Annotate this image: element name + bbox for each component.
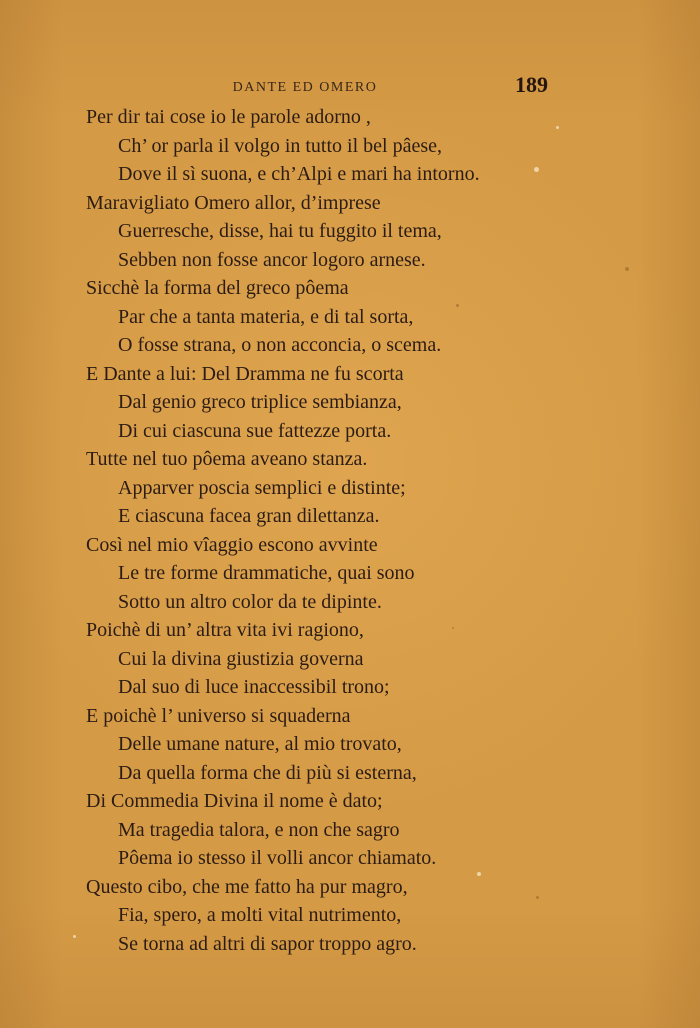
- poem-line: Ma tragedia talora, e non che sagro: [118, 818, 400, 841]
- paper-speck: [477, 872, 481, 876]
- poem-line: Sicchè la forma del greco pôema: [86, 277, 349, 299]
- stanza-2: [86, 189, 556, 275]
- poem-line: Dal genio greco triplice sembianza,: [118, 391, 402, 413]
- stanza-6: [86, 531, 556, 617]
- poem-line: Par che a tanta materia, e di tal sorta,: [118, 305, 414, 328]
- stanza-8: [86, 702, 556, 788]
- poem-line: Le tre forme drammatiche, quai sono: [118, 562, 415, 584]
- poem-line: E Dante a lui: Del Dramma ne fu scorta: [86, 362, 404, 385]
- poem-line: Ch’ or parla il volgo in tutto il bel pâese,: [118, 134, 443, 157]
- poem-line: Poichè di un’ altra vita ivi ragiono,: [86, 619, 364, 641]
- paper-speck: [534, 167, 539, 172]
- poem-line: Tutte nel tuo pôema aveano stanza.: [86, 448, 368, 470]
- paper-speck: [556, 126, 559, 129]
- paper-speck: [456, 304, 459, 307]
- running-header: DANTE ED OMERO: [232, 80, 378, 95]
- stanza-7: [86, 616, 556, 702]
- poem-line: Maravigliato Omero allor, d’imprese: [86, 191, 381, 214]
- poem-line: Questo cibo, che me fatto ha pur magro,: [86, 875, 408, 898]
- poem-line: Da quella forma che di più si esterna,: [118, 761, 417, 784]
- poem-line: Se torna ad altri di sapor troppo agro.: [118, 932, 417, 955]
- poem-line: Di cui ciascuna sue fattezze porta.: [118, 419, 392, 442]
- poem-line: Sebben non fosse ancor logoro arnese.: [118, 248, 426, 271]
- poem-line: Pôema io stesso il volli ancor chiamato.: [118, 847, 437, 869]
- stanza-10: [86, 873, 556, 959]
- poem-line: Di Commedia Divina il nome è dato;: [86, 790, 383, 812]
- poem-line: Delle umane nature, al mio trovato,: [118, 733, 402, 755]
- poem-line: Dove il sì suona, e ch’Alpi e mari ha intorno.: [118, 163, 480, 185]
- paper-speck: [73, 935, 76, 938]
- stanza-9: [86, 787, 556, 873]
- paper-speck: [536, 896, 539, 899]
- poem-line: Per dir tai cose io le parole adorno ,: [86, 106, 371, 128]
- poem-line: Apparver poscia semplici e distinte;: [118, 476, 406, 499]
- paper-speck: [452, 627, 454, 629]
- paper-speck: [625, 267, 629, 271]
- poem-line: Fia, spero, a molti vital nutrimento,: [118, 904, 402, 926]
- poem-line: Cui la divina giustizia governa: [118, 647, 364, 670]
- page-number: 189: [515, 72, 548, 97]
- poem-line: Sotto un altro color da te dipinte.: [118, 590, 382, 613]
- poem-text: [86, 103, 556, 958]
- stanza-1: [86, 103, 556, 189]
- poem-line: Così nel mio vîaggio escono avvinte: [86, 533, 378, 556]
- poem-line: E poichè l’ universo si squaderna: [86, 704, 351, 727]
- poem-line: Guerresche, disse, hai tu fuggito il tema,: [118, 220, 442, 242]
- stanza-4: [86, 360, 556, 446]
- stanza-5: [86, 445, 556, 531]
- poem-line: E ciascuna facea gran dilettanza.: [118, 505, 380, 527]
- stanza-3: [86, 274, 556, 360]
- poem-line: Dal suo di luce inaccessibil trono;: [118, 676, 390, 698]
- poem-line: O fosse strana, o non acconcia, o scema.: [118, 334, 442, 356]
